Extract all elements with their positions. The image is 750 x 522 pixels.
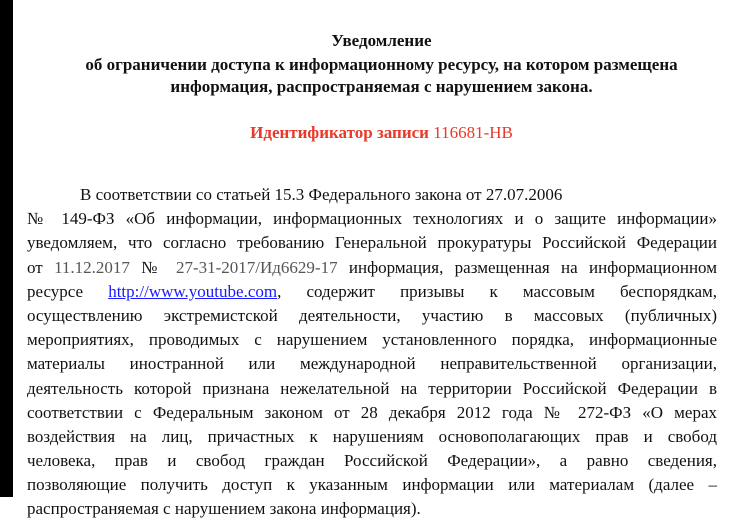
body-line: распространяемая с нарушением закона информация). bbox=[27, 499, 421, 519]
notice-subtitle-line2: информация, распространяемая с нарушением закона. bbox=[170, 77, 593, 96]
body-line: деятельность которой признана нежелательной на территории Российской Федерации в bbox=[27, 378, 717, 398]
request-date: 11.12.2017 bbox=[54, 257, 130, 277]
body-line: материалы иностранной или международной неправительственной организации, bbox=[27, 354, 717, 374]
body-line: человека, прав и свобод граждан Российской Федерации», а равно сведения, bbox=[27, 451, 717, 471]
body-text: ресурсе bbox=[27, 281, 84, 301]
body-line: В соответствии со статьей 15.3 Федерального закона от 27.07.2006 bbox=[80, 185, 563, 204]
notice-body bbox=[27, 183, 717, 522]
record-identifier-label: Идентификатор записи bbox=[250, 123, 429, 142]
body-line: уведомляем, что согласно требованию Генеральной прокуратуры Российской Федерации bbox=[27, 233, 717, 253]
body-line: мероприятиях, проводимых с нарушением установленного порядка, информационные bbox=[27, 330, 717, 350]
request-number: 27-31-2017/Ид6629-17 bbox=[175, 257, 338, 277]
record-identifier bbox=[13, 122, 750, 144]
record-identifier-value: 116681-НВ bbox=[433, 123, 513, 142]
body-line: воздействия на лиц, причастных к нарушениям основополагающих прав и свобод bbox=[27, 426, 717, 446]
body-line: осуществлению экстремистской деятельности, участию в массовых (публичных) bbox=[27, 305, 717, 325]
body-line-request bbox=[27, 256, 717, 280]
body-line: соответствии с Федеральным законом от 28 декабря 2012 года № 272-ФЗ «О мерах bbox=[27, 402, 717, 422]
body-text: информация, размещенная на информационном bbox=[348, 257, 717, 277]
body-line: позволяющие получить доступ к указанным информации или материалам (далее – bbox=[27, 475, 717, 495]
body-text: № bbox=[141, 257, 165, 277]
notice-subtitle-line1: об ограничении доступа к информационному ресурсу, на котором размещена bbox=[85, 55, 678, 74]
notice-title: Уведомление bbox=[331, 31, 432, 50]
body-text: , содержит призывы к массовым беспорядкам, bbox=[277, 281, 717, 301]
body-line-resource bbox=[27, 280, 717, 304]
body-text: от bbox=[27, 257, 43, 277]
left-border-bar bbox=[0, 0, 13, 497]
resource-link[interactable]: http://www.youtube.com bbox=[108, 281, 278, 301]
body-line: № 149-ФЗ «Об информации, информационных технологиях и о защите информации» bbox=[27, 209, 717, 229]
